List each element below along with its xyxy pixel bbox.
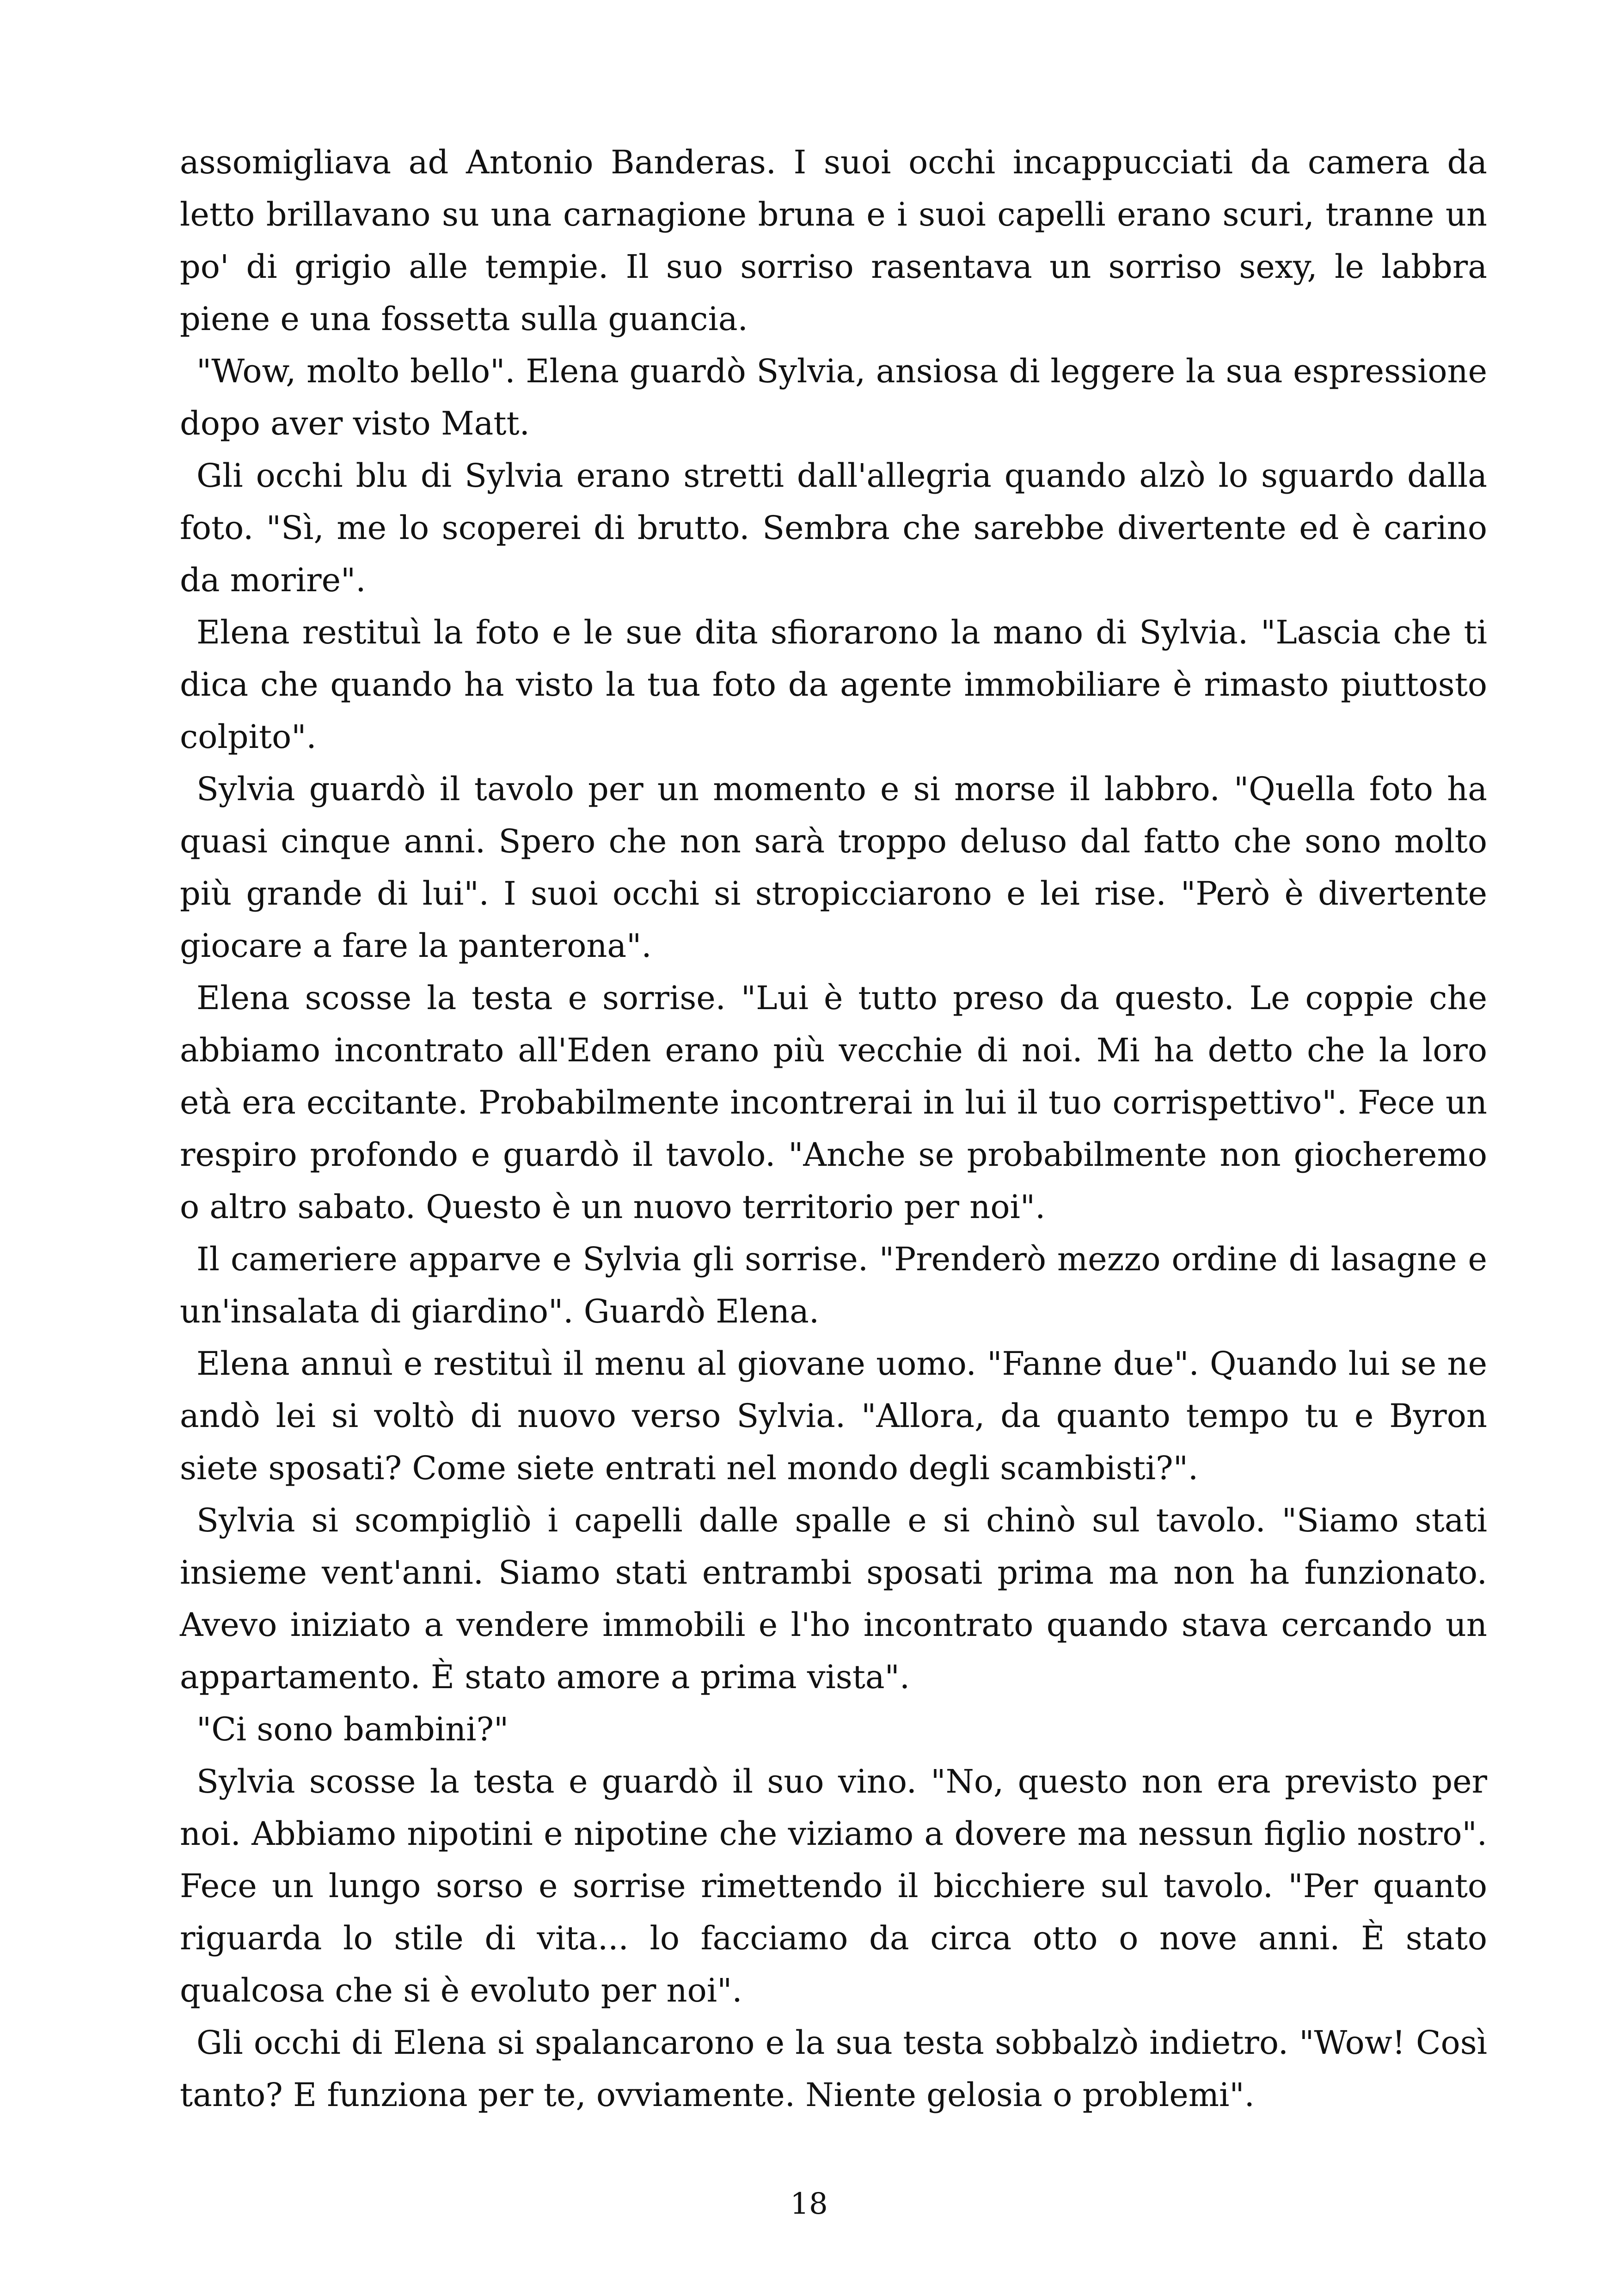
paragraph-12: Gli occhi di Elena si spalancarono e la sua testa sobbalzò indietro. "Wow! Così tanto? E funziona per te, ovviamente. Niente gelosia o problemi". [180,2024,1487,2114]
body-text [180,136,1487,2121]
paragraph-6: Elena scosse la testa e sorrise. "Lui è tutto preso da questo. Le coppie che abbiamo incontrato all'Eden erano più vecchie di noi. Mi ha detto che la loro età era eccitante. Probabilmente incontrerai in lui il tuo corrispettivo". Fece un respiro profondo e guardò il tavolo. "Anche se probabilmente non giocheremo o altro sabato. Questo è un nuovo territorio per noi". [180,979,1487,1226]
paragraph-5: Sylvia guardò il tavolo per un momento e si morse il labbro. "Quella foto ha quasi cinque anni. Spero che non sarà troppo deluso dal fatto che sono molto più grande di lui". I suoi occhi si stropicciarono e lei rise. "Però è divertente giocare a fare la panterona". [180,770,1487,965]
paragraph-4: Elena restituì la foto e le sue dita sfiorarono la mano di Sylvia. "Lascia che ti dica che quando ha visto la tua foto da agente immobiliare è rimasto piuttosto colpito". [180,613,1487,756]
paragraph-11: Sylvia scosse la testa e guardò il suo vino. "No, questo non era previsto per noi. Abbiamo nipotini e nipotine che viziamo a dovere ma nessun figlio nostro". Fece un lungo sorso e sorrise rimettendo il bicchiere sul tavolo. "Per quanto riguarda lo stile di vita... lo facciamo da circa otto o nove anni. È stato qualcosa che si è evoluto per noi". [180,1763,1487,2009]
paragraph-3: Gli occhi blu di Sylvia erano stretti dall'allegria quando alzò lo sguardo dalla foto. "Sì, me lo scoperei di brutto. Sembra che sarebbe divertente ed è carino da morire". [180,457,1487,599]
paragraph-2: "Wow, molto bello". Elena guardò Sylvia, ansiosa di leggere la sua espressione dopo aver visto Matt. [180,352,1487,442]
paragraph-10: "Ci sono bambini?" [196,1710,509,1748]
page-number: 18 [790,2187,828,2221]
paragraph-9: Sylvia si scompigliò i capelli dalle spalle e si chinò sul tavolo. "Siamo stati insieme vent'anni. Siamo stati entrambi sposati prima ma non ha funzionato. Avevo iniziato a vendere immobili e l'ho incontrato quando stava cercando un appartamento. È stato amore a prima vista". [180,1501,1487,1696]
paragraph-8: Elena annuì e restituì il menu al giovane uomo. "Fanne due". Quando lui se ne andò lei si voltò di nuovo verso Sylvia. "Allora, da quanto tempo tu e Byron siete sposati? Come siete entrati nel mondo degli scambisti?". [180,1345,1487,1487]
paragraph-7: Il cameriere apparve e Sylvia gli sorrise. "Prenderò mezzo ordine di lasagne e un'insalata di giardino". Guardò Elena. [180,1240,1487,1330]
paragraph-1: assomigliava ad Antonio Banderas. I suoi occhi incappucciati da camera da letto brillavano su una carnagione bruna e i suoi capelli erano scuri, tranne un po' di grigio alle tempie. Il suo sorriso rasentava un sorriso sexy, le labbra piene e una fossetta sulla guancia. [180,143,1487,338]
